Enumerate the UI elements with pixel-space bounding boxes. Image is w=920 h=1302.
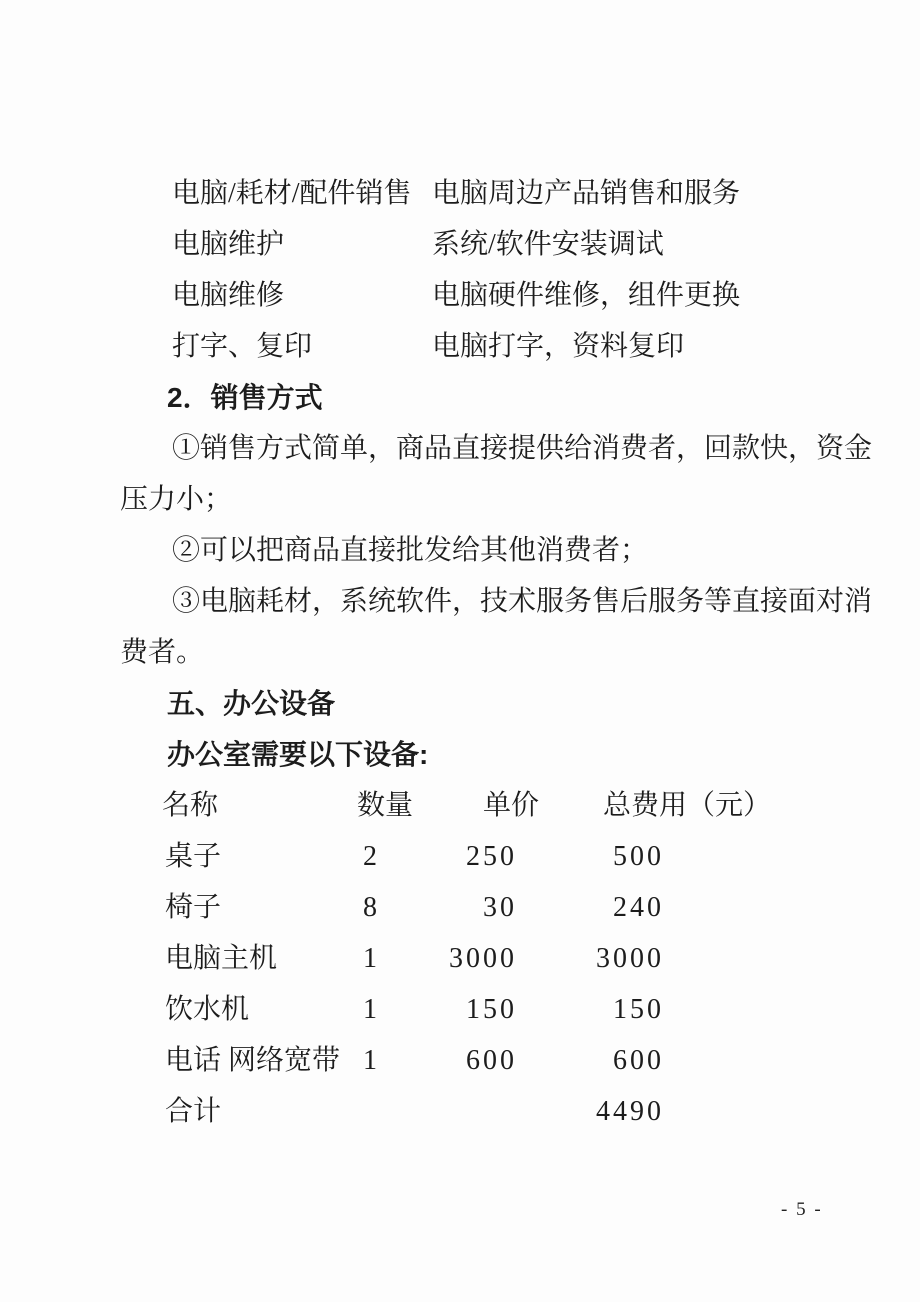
cell-qty: 1 xyxy=(363,994,380,1025)
cell-qty: 1 xyxy=(363,943,380,974)
sales-method-heading: 2．销售方式 xyxy=(167,382,323,413)
service-row xyxy=(120,270,800,321)
cell-total: 3000 xyxy=(596,943,664,974)
cell-total: 4490 xyxy=(596,1096,664,1127)
office-equipment-heading: 五、办公设备 xyxy=(167,688,336,719)
cell-qty: 2 xyxy=(363,841,380,872)
paragraph-line: ①销售方式简单，商品直接提供给消费者，回款快，资金 xyxy=(172,433,873,464)
service-name: 电脑维修 xyxy=(172,280,285,311)
cell-name: 饮水机 xyxy=(165,994,250,1025)
page-number: - 5 - xyxy=(781,1199,823,1220)
service-desc: 系统/软件安装调试 xyxy=(432,229,664,260)
office-equipment-subheading: 办公室需要以下设备: xyxy=(167,739,429,770)
cell-qty: 1 xyxy=(363,1045,380,1076)
table-row xyxy=(120,831,800,882)
service-desc: 电脑打字，资料复印 xyxy=(432,331,685,362)
cell-name: 合计 xyxy=(165,1096,222,1127)
paragraph-line: ③电脑耗材，系统软件，技术服务售后服务等直接面对消 xyxy=(172,586,873,617)
cell-price: 30 xyxy=(483,892,517,923)
cell-name: 电脑主机 xyxy=(165,943,278,974)
cell-price: 3000 xyxy=(449,943,517,974)
paragraph-line: ②可以把商品直接批发给其他消费者； xyxy=(172,535,649,566)
service-name: 电脑维护 xyxy=(172,229,285,260)
paragraph-line: 费者。 xyxy=(120,637,205,668)
cell-total: 500 xyxy=(613,841,664,872)
cell-price: 150 xyxy=(466,994,517,1025)
service-name: 打字、复印 xyxy=(172,331,313,362)
table-row xyxy=(120,882,800,933)
cell-total: 240 xyxy=(613,892,664,923)
header-qty: 数量 xyxy=(357,790,414,821)
table-row xyxy=(120,984,800,1035)
service-row xyxy=(120,219,800,270)
table-row-total xyxy=(120,1086,800,1137)
service-row xyxy=(120,321,800,372)
table-row xyxy=(120,933,800,984)
cell-name: 电话 网络宽带 xyxy=(165,1045,341,1076)
cell-total: 600 xyxy=(613,1045,664,1076)
service-desc: 电脑硬件维修，组件更换 xyxy=(432,280,741,311)
service-desc: 电脑周边产品销售和服务 xyxy=(432,178,741,209)
cell-name: 桌子 xyxy=(165,841,222,872)
header-price: 单价 xyxy=(483,790,540,821)
table-row xyxy=(120,1035,800,1086)
paragraph-line: 压力小； xyxy=(120,484,233,515)
cell-price: 600 xyxy=(466,1045,517,1076)
service-row xyxy=(120,168,800,219)
service-name: 电脑/耗材/配件销售 xyxy=(172,178,412,209)
header-name: 名称 xyxy=(162,790,219,821)
cell-total: 150 xyxy=(613,994,664,1025)
cell-qty: 8 xyxy=(363,892,380,923)
table-header-row xyxy=(120,780,800,831)
header-total: 总费用（元） xyxy=(603,790,772,821)
cell-name: 椅子 xyxy=(165,892,222,923)
page-content xyxy=(120,168,873,1137)
cell-price: 250 xyxy=(466,841,517,872)
